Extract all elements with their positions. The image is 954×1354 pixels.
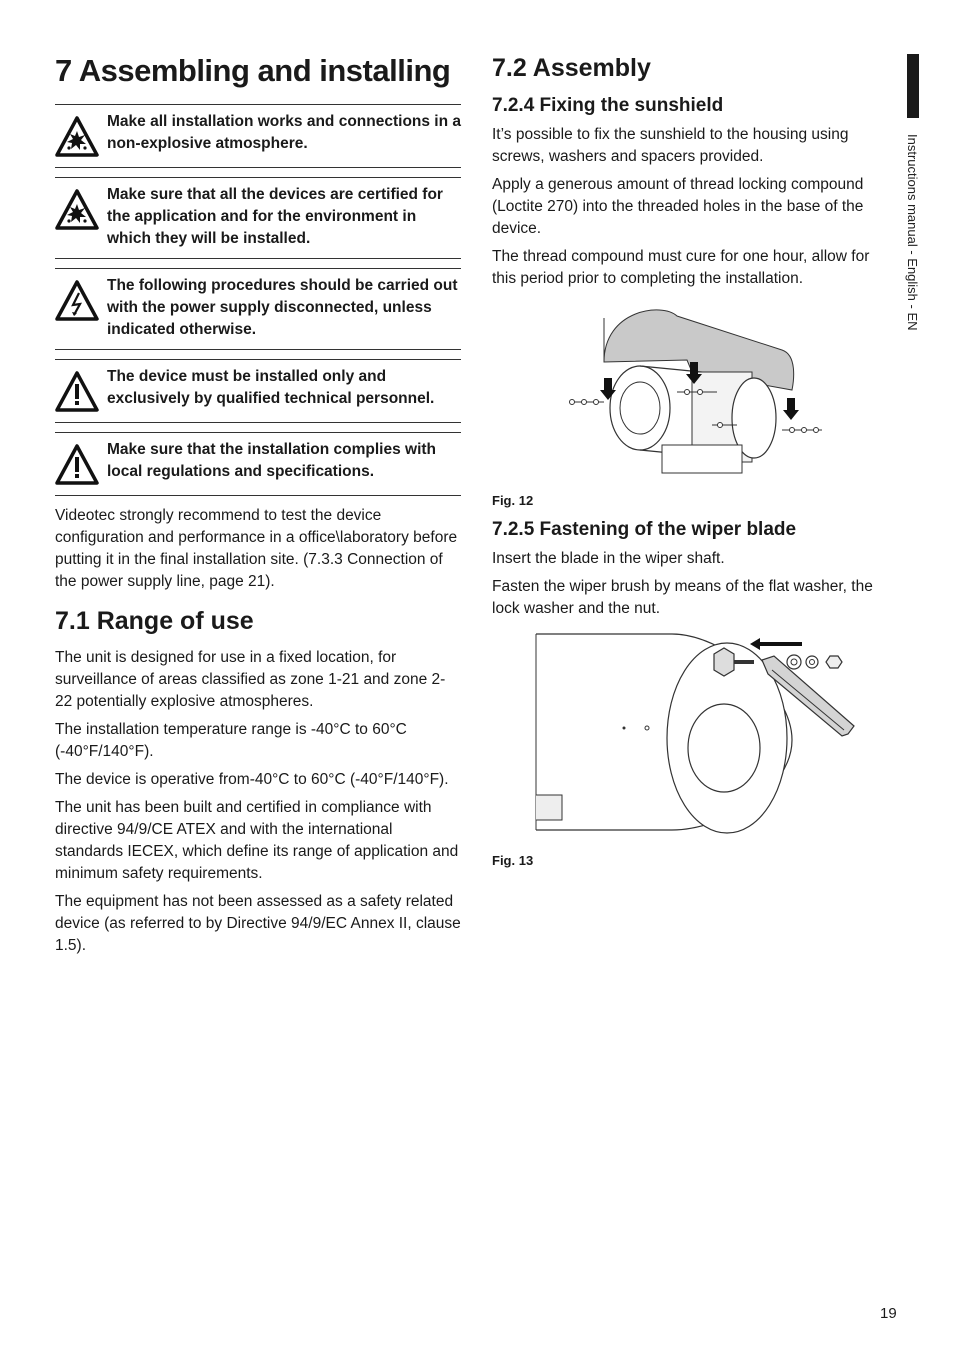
paragraph: The unit is designed for use in a fixed location, for surveillance of areas classified as zone 1-21 and zone 2-22 potentially explosive atmospheres. xyxy=(55,649,446,710)
warning-box xyxy=(55,432,461,496)
warning-text: Make sure that all the devices are certified for the application and for the environment in which they will be installed. xyxy=(107,186,443,247)
caution-icon xyxy=(55,443,99,487)
section-title-assembly: 7.2 Assembly xyxy=(492,54,651,82)
explosion-warning-icon xyxy=(55,188,99,232)
warning-text: The following procedures should be carried out with the power supply disconnected, unless indicated otherwise. xyxy=(107,277,458,338)
figure-12 xyxy=(492,300,892,485)
side-label: Instructions manual - English - EN xyxy=(905,134,920,331)
warning-box xyxy=(55,268,461,350)
paragraph: Insert the blade in the wiper shaft. xyxy=(492,550,725,567)
subsection-title-sunshield: 7.2.4 Fixing the sunshield xyxy=(492,95,724,116)
warning-box xyxy=(55,177,461,259)
sunshield-assembly-illustration xyxy=(492,300,892,480)
paragraph: The installation temperature range is -40°C to 60°C (-40°F/140°F). xyxy=(55,721,407,760)
paragraph: The equipment has not been assessed as a safety related device (as referred to by Directive 94/9/EC Annex II, clause 1.5). xyxy=(55,893,461,954)
wiper-blade-illustration xyxy=(492,630,892,840)
section-title-range-of-use: 7.1 Range of use xyxy=(55,607,254,635)
figure-13 xyxy=(492,630,892,845)
figure-caption: Fig. 13 xyxy=(492,853,534,868)
warning-text: Make all installation works and connections in a non-explosive atmosphere. xyxy=(107,113,462,152)
paragraph: Apply a generous amount of thread locking compound (Loctite 270) into the threaded holes in the base of the device. xyxy=(492,176,864,237)
subsection-title-wiper-blade: 7.2.5 Fastening of the wiper blade xyxy=(492,519,797,540)
paragraph: It’s possible to fix the sunshield to the housing using screws, washers and spacers provided. xyxy=(492,126,849,165)
warning-text: Make sure that the installation complies with local regulations and specifications. xyxy=(107,441,437,480)
warning-box xyxy=(55,104,461,168)
chapter-title: 7 Assembling and installing xyxy=(55,53,451,88)
right-column xyxy=(492,48,892,878)
paragraph: The device is operative from-40°C to 60°C (-40°F/140°F). xyxy=(55,771,449,788)
explosion-warning-icon xyxy=(55,115,99,159)
figure-caption: Fig. 12 xyxy=(492,493,534,508)
section-marker-bar xyxy=(907,54,919,118)
caution-icon xyxy=(55,370,99,414)
paragraph: Fasten the wiper brush by means of the flat washer, the lock washer and the nut. xyxy=(492,578,873,617)
left-column xyxy=(55,48,461,963)
warning-box xyxy=(55,359,461,423)
electrical-hazard-icon xyxy=(55,279,99,323)
warning-text: The device must be installed only and exclusively by qualified technical personnel. xyxy=(107,368,435,407)
page-number: 19 xyxy=(880,1305,897,1322)
paragraph: The unit has been built and certified in compliance with directive 94/9/CE ATEX and with the international standards IECEX, which define its range of application and minimum safety requirements. xyxy=(55,799,459,882)
paragraph: The thread compound must cure for one hour, allow for this period prior to completing the installation. xyxy=(492,248,870,287)
intro-paragraph: Videotec strongly recommend to test the device configuration and performance in a office\laboratory before putting it in the final installation site. (7.3.3 Connection of the power supply line, page 21). xyxy=(55,507,458,590)
